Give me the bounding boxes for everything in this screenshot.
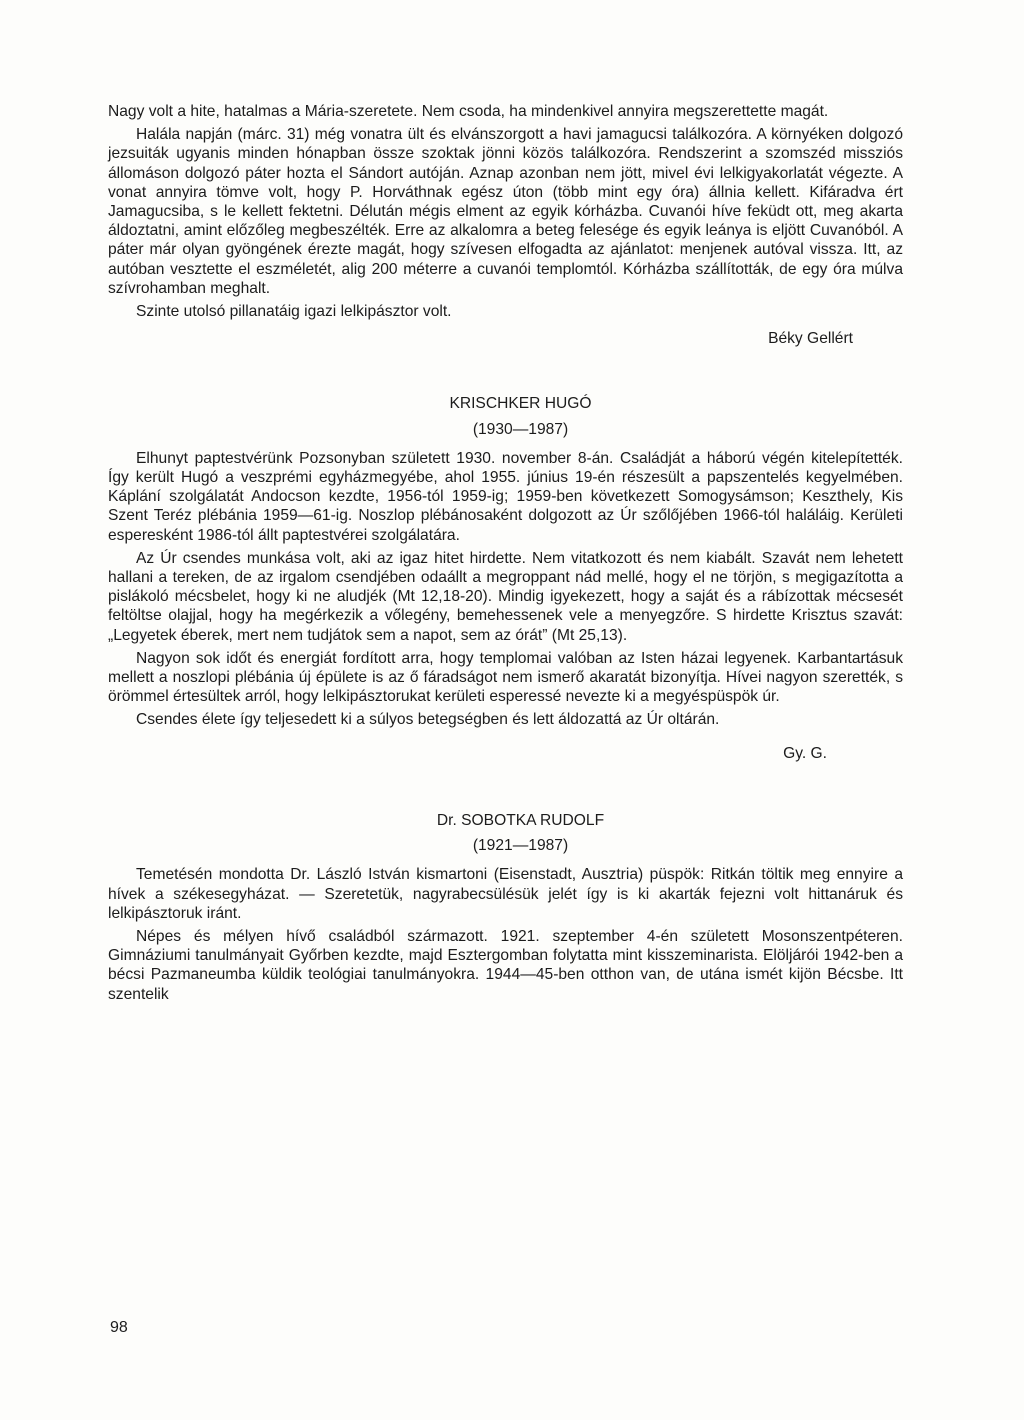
paragraph: Népes és mélyen hívő családból származott. 1921. szeptember 4-én született Mosonszentpéteren. Gimnáziumi tanulmányait Győrben kezdte, majd Esztergomban folytatta mint kisszeminarista. Elöljárói 1942-ben a bécsi Pazmaneumba küldik teológiai tanulmányokra. 1944—45-ben otthon van, de utána ismét kijön Bécsbe. Itt szentelik — [108, 927, 903, 1003]
signature: Gy. G. — [783, 744, 827, 762]
paragraph: Az Úr csendes munkása volt, aki az igaz hitet hirdette. Nem vitatkozott és nem kiabált. Szavát nem lehetett hallani a tereken, de az irgalom csendjében odaállt a megroppant nád mellé, hogy el ne törjön, s megigazította a pislákoló mécsbelet, hogy ki ne aludjék (Mt 12,18-20). Mindig igyekezett, hogy a saját és a rábízottak mécsesét feltöltse olajjal, hogy ha megérkezik a vőlegény, bemehessenek vele a menyegzőre. S hirdette Krisztus szavát: „Legyetek éberek, mert nem tudjátok sem a napot, sem az órát” (Mt 25,13). — [108, 549, 903, 644]
section-bekey-end — [108, 102, 903, 348]
page-body — [108, 102, 903, 1008]
paragraph: Nagy volt a hite, hatalmas a Mária-szeretete. Nem csoda, ha mindenkivel annyira megszerettette magát. — [108, 103, 829, 120]
section-years: (1921—1987) — [472, 837, 569, 855]
section-krischker — [108, 394, 903, 762]
section-years: (1930—1987) — [472, 420, 569, 438]
section-sobotka — [108, 811, 903, 1004]
paragraph: Csendes élete így teljesedett ki a súlyos betegségben és lett áldozattá az Úr oltárán. — [136, 711, 720, 729]
paragraph: Halála napján (márc. 31) még vonatra ült és elvánszorgott a havi jamagucsi találkozóra. A környéken dolgozó jezsuiták ugyanis minden hónapban össze szoktak jönni közös találkozóra. Rendszerint a szomszéd missziós állomáson dolgozó páter hozta el Sándort autóján. Aznap azonban nem jött, mivel évi lelkigyakorlatát végezte. A vonat annyira tömve volt, hogy P. Horváthnak egész úton (több mint egy óra) állnia kellett. Kifáradva ért Jamagucsiba, s le kellett fektetni. Délután mégis elment az egyik kórházba. Cuvanói híve feküdt ott, meg akarta áldoztatni, amint előzőleg megbeszélték. Erre az alkalomra a beteg felesége és egyik leánya is eljött Cuvanóból. A páter már olyan gyöngének érezte magát, hogy szívesen elfogadta az ajánlatot: menjenek autóval vissza. Itt, az autóban vesztette el eszméletét, alig 200 méterre a cuvanói templomtól. Kórházba szállították, de egy óra múlva szívrohamban meghalt. — [108, 126, 903, 297]
paragraph: Temetésén mondotta Dr. László István kismartoni (Eisenstadt, Ausztria) püspök: Ritkán töltik meg ennyire a hívek a székesegyházat. — Szeretetük, nagyrabecsülésük jelét így is ki akarták fejezni volt hittanáruk és lelkipásztoruk iránt. — [108, 866, 903, 922]
paragraph: Szinte utolsó pillanatáig igazi lelkipásztor volt. — [136, 303, 452, 321]
section-title: Dr. SOBOTKA RUDOLF — [436, 811, 605, 829]
section-title: KRISCHKER HUGÓ — [449, 395, 592, 413]
paragraph: Elhunyt paptestvérünk Pozsonyban született 1930. november 8-án. Családját a háború végén kitelepítették. Így került Hugó a veszprémi egyházmegyébe, ahol 1955. június 19-én részesült a papszentelés kegyelmében. Káplání szolgálatát Andocson kezdte, 1956-tól 1959-ig; 1959-ben következett Somogysámson; Keszthely, Kis Szent Teréz plébánia 1959—61-ig. Noszlop plébánosaként dolgozott az Úr szőlőjében 1966-tól haláláig. Kerületi esperesként 1986-tól állt paptestvérei szolgálatára. — [108, 449, 903, 544]
paragraph: Nagyon sok időt és energiát fordított arra, hogy templomai valóban az Isten házai legyenek. Karbantartásuk mellett a noszlopi plébánia új épülete is az ő fáradságot nem ismerő akaratát bizonyítja. Hívei nagyon szerették, s örömmel értesültek arról, hogy lelkipásztorukat kerületi esperessé nevezte ki a megyéspüspök úr. — [108, 649, 903, 706]
signature: Béky Gellért — [768, 330, 853, 348]
page-number: 98 — [110, 1319, 128, 1336]
